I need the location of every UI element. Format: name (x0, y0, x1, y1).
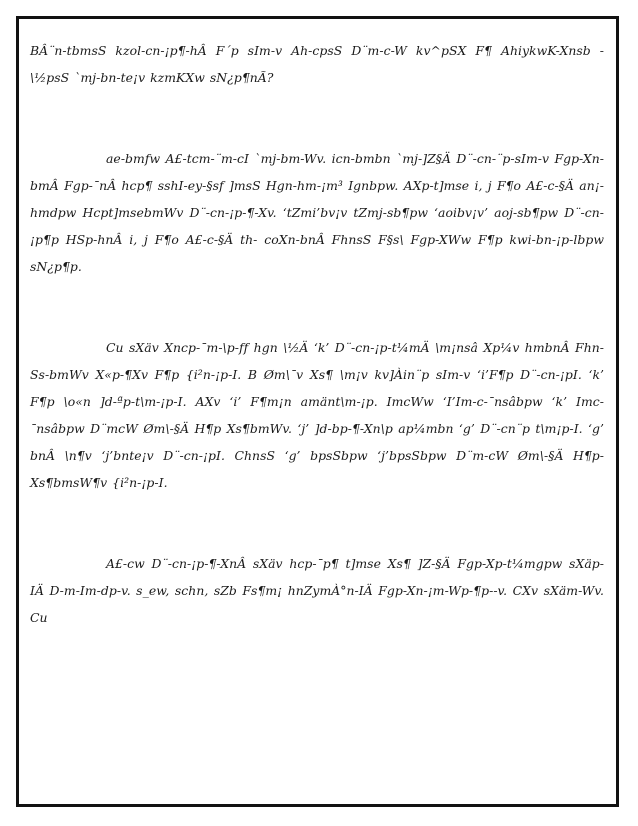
paragraph-1: BÂ¨n-tbmsS kzol-cn-¡p¶-hÂ F´p sIm-v Ah-cpsS D¨m-c-W kv^pSX F¶ AhiykwK-Xnsb -\½psS `mj-bn-te¡v kzmKXw sN¿p¶nÃ? (30, 43, 604, 85)
paragraph-4: A£-cw D¨-cn-¡p-¶-XnÂ sXäv hcp-¯p¶ t]mse Xs¶ ]Z-§Ä Fgp-Xp-t¼mgpw sXäp-IÄ D-m-Im-dp-v. s_ew, schn, sZb Fs¶m¡ hnZymÀ°n-IÄ Fgp-Xn-¡m-Wp-¶p--v. CXv sXäm-Wv. Cu (30, 556, 604, 625)
paragraph-2: ae-bmfw A£-tcm-¨m-cI `mj-bm-Wv. icn-bmbn `mj-]Z§Ä D¨-cn-¨p-sIm-v Fgp-Xn-bmÂ Fgp-¯nÂ hcp¶ sshI-ey-§sf ]msS Hgn-hm-¡m³ Ignbpw. AXp-t]mse i, j F¶o A£-c-§Ä an¡-hmdpw Hcpt]msebmWv D¨-cn-¡p-¶-Xv. ‘tZmi’bv¡v tZmj-sb¶pw ‘aoibv¡v’ aoj-sb¶pw D¨-cn-¡p¶p HSp-hnÂ i, j F¶o A£-c-§Ä th- coXn-bnÂ FhnsS F§s\ Fgp-XWw F¶p kwi-bn-¡p-lbpw sN¿p¶p. (30, 151, 604, 274)
document-body (30, 37, 604, 631)
paragraph-3: Cu sXäv Xncp-¯m-\p-ff hgn \½Ä ‘k’ D¨-cn-¡p-t¼mÄ \m¡nsâ Xp¼v hmbnÂ Fhn-Ss-bmWv X«p-¶Xv F¶p {i²n-¡p-I. B Øm\¯v Xs¶ \m¡v kv]Àin¨p sIm-v ‘i’F¶p D¨-cn-¡pI. ‘k’ F¶p \o«n ]d-ªp-t\m-¡p-I. AXv ‘i’ F¶m¡n amänt\m-¡p. ImcWw ‘I’Im-c-¯nsâbpw ‘k’ Imc-¯nsâbpw D¨mcW Øm\-§Ä H¶p Xs¶bmWv. ‘j’ ]d-bp-¶-Xn\p ap¼mbn ‘g’ D¨-cn¨p t\m¡p-I. ‘g’ bnÂ \n¶v ‘j’bnte¡v D¨-cn-¡pI. ChnsS ‘g’ bpsSbpw ‘j’bpsSbpw D¨m-cW Øm\-§Ä H¶p-Xs¶bmsW¶v {i²n-¡p-I. (30, 340, 604, 490)
